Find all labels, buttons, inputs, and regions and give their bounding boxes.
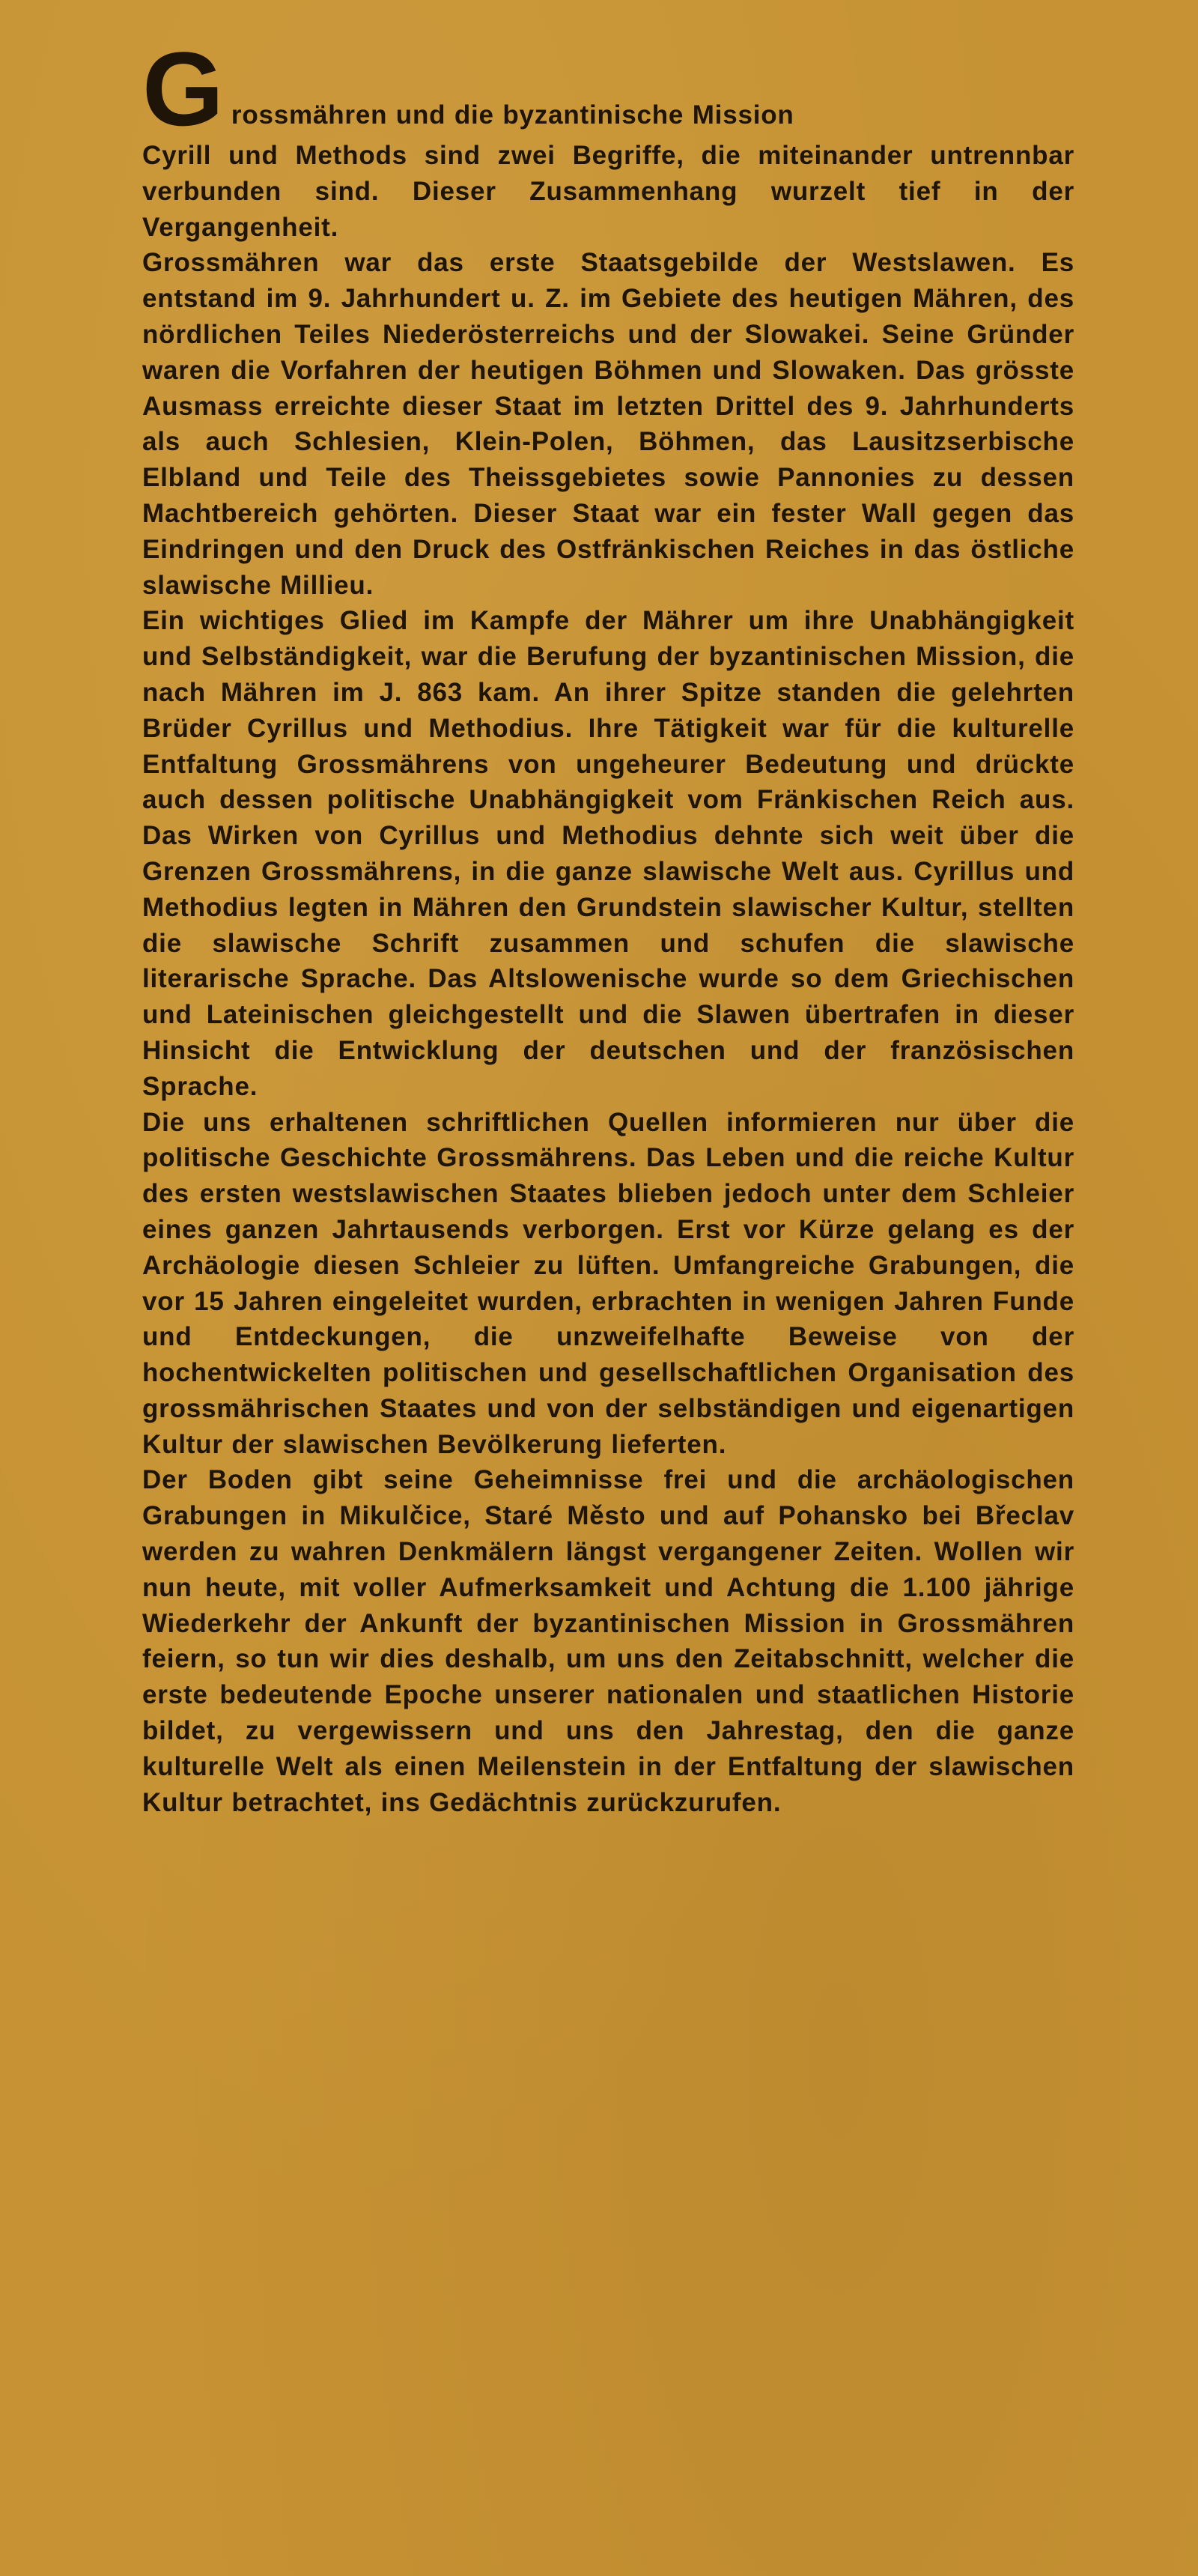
paragraph: Grossmähren war das erste Staatsgebilde der Westslawen. Es entstand im 9. Jahrhundert u. Z. im Gebiete des heutigen Mähren, des nördlichen Teiles Niederösterreichs und der Slowakei. Seine Gründer waren die Vorfahren der heutigen Böhmen und Slowaken. Das grösste Ausmass erreichte dieser Staat im letzten Drittel des 9. Jahrhunderts als auch Schlesien, Klein-Polen, Böhmen, das Lausitzserbische Elbland und Teile des Theissgebietes sowie Pannonies zu dessen Machtbereich gehörten. Dieser Staat war ein fester Wall gegen das Eindringen und den Druck des Ostfränkischen Reiches in das östliche slawische Millieu. (142, 248, 1074, 600)
first-line-text: rossmähren und die byzantinische Mission (231, 100, 794, 130)
article-text (142, 30, 1074, 1820)
paragraph: Ein wichtiges Glied im Kampfe der Mährer um ihre Unabhängigkeit und Selbständigkeit, war die Berufung der byzantinischen Mission, die nach Mähren im J. 863 kam. An ihrer Spitze standen die gelehrten Brüder Cyrillus und Methodius. Ihre Tätigkeit war für die kulturelle Entfaltung Grossmährens von ungeheurer Bedeutung und drückte auch dessen politische Unabhängigkeit vom Fränkischen Reich aus. Das Wirken von Cyrillus und Methodius dehnte sich weit über die Grenzen Grossmährens, in die ganze slawische Welt aus. Cyrillus und Methodius legten in Mähren den Grundstein slawischer Kultur, stellten die slawische Schrift zusammen und schufen die slawische literarische Sprache. Das Altslowenische wurde so dem Griechischen und Lateinischen gleichgestellt und die Slawen übertrafen in dieser Hinsicht die Entwicklung der deutschen und der französischen Sprache. (142, 606, 1074, 1101)
drop-cap: G (142, 30, 224, 148)
first-line (142, 30, 1074, 148)
paragraph: Die uns erhaltenen schriftlichen Quellen informieren nur über die politische Geschichte Grossmährens. Das Leben und die reiche Kultur des ersten westslawischen Staates blieben jedoch unter dem Schleier eines ganzen Jahrtausends verborgen. Erst vor Kürze gelang es der Archäologie diesen Schleier zu lüften. Umfangreiche Grabungen, die vor 15 Jahren eingeleitet wurden, erbrachten in wenigen Jahren Funde und Entdeckungen, die unzweifelhafte Beweise von der hochentwickelten politischen und gesellschaftlichen Organisation des grossmährischen Staates und von der selbständigen und eigenartigen Kultur der slawischen Bevölkerung lieferten. (142, 1107, 1074, 1459)
paragraph: Der Boden gibt seine Geheimnisse frei und die archäologischen Grabungen in Mikulčice, Staré Město und auf Pohansko bei Břeclav werden zu wahren Denkmälern längst vergangener Zeiten. Wollen wir nun heute, mit voller Aufmerksamkeit und Achtung die 1.100 jährige Wiederkehr der Ankunft der byzantinischen Mission in Grossmähren feiern, so tun wir dies deshalb, um uns den Zeitabschnitt, welcher die erste bedeutende Epoche unserer nationalen und staatlichen Historie bildet, zu vergewissern und uns den Jahrestag, den die ganze kulturelle Welt als einen Meilenstein in der Entfaltung der slawischen Kultur betrachtet, ins Gedächtnis zurückzurufen. (142, 1465, 1074, 1817)
paragraph: Cyrill und Methods sind zwei Begriffe, die miteinander untrennbar verbunden sind. Dieser Zusammenhang wurzelt tief in der Vergangenheit. (142, 141, 1074, 242)
